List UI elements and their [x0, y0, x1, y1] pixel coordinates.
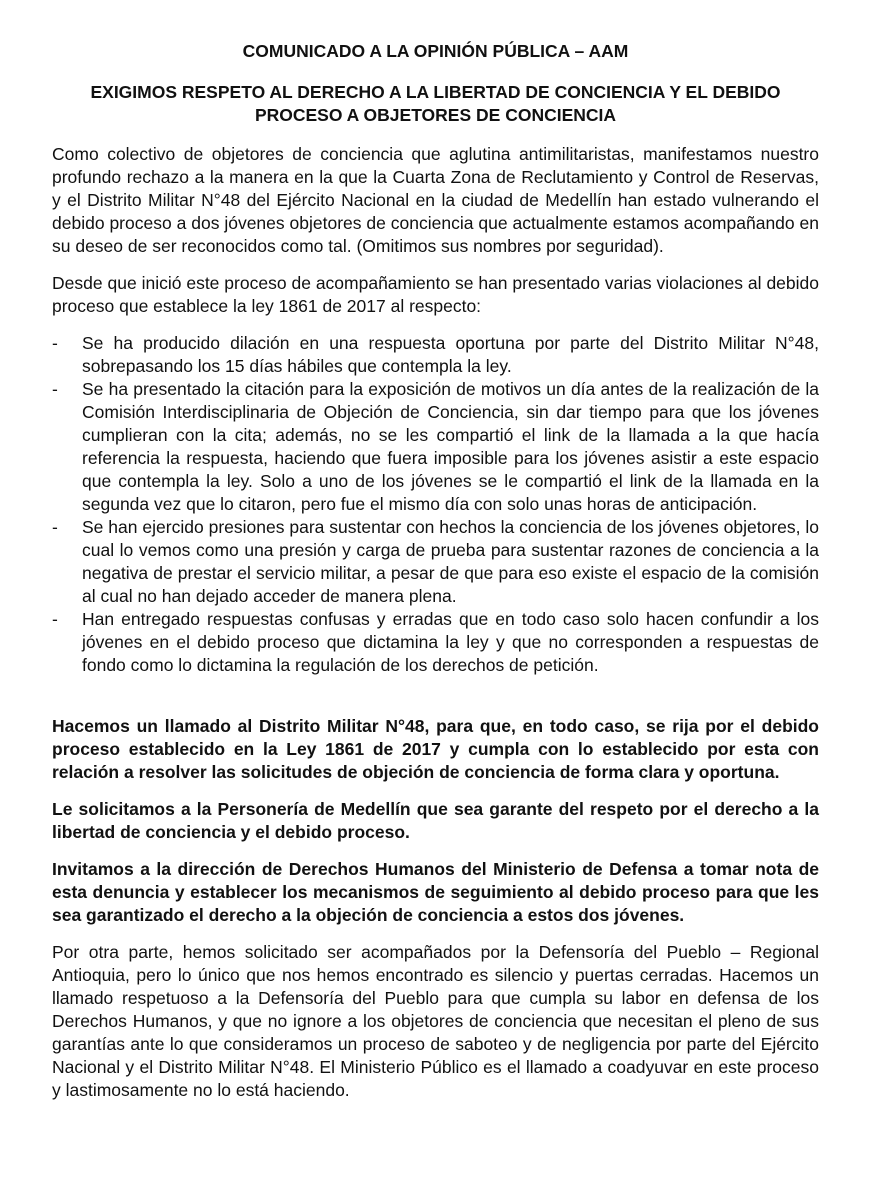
- bullet-dash: -: [52, 517, 58, 537]
- list-item: [52, 608, 819, 677]
- document-subtitle: EXIGIMOS RESPETO AL DERECHO A LA LIBERTAD DE CONCIENCIA Y EL DEBIDO PROCESO A OBJETORES DE CONCIENCIA: [90, 82, 781, 125]
- demand-military-district: Hacemos un llamado al Distrito Militar N°48, para que, en todo caso, se rija por el debido proceso establecido en la Ley 1861 de 2017 y cumpla con lo establecido por esta con relación a resolver las solicitudes de objeción de conciencia de forma clara y oportuna.: [52, 716, 819, 782]
- bullet-dash: -: [52, 379, 58, 399]
- list-item: [52, 516, 819, 608]
- document-title: COMUNICADO A LA OPINIÓN PÚBLICA – AAM: [242, 41, 629, 61]
- closing-paragraph: Por otra parte, hemos solicitado ser acompañados por la Defensoría del Pueblo – Regional Antioquia, pero lo único que nos hemos encontrado es silencio y puertas cerradas. Hacemos un llamado respetuoso a la Defensoría del Pueblo para que cumpla su labor en defensa de los Derechos Humanos, y que no ignore a los objetores de conciencia que necesitan el pleno de sus garantías ante lo que consideramos un proceso de saboteo y de negligencia por parte del Ejército Nacional y el Distrito Militar N°48. El Ministerio Público es el llamado a coadyuvar en este proceso y lastimosamente no lo está haciendo.: [52, 942, 819, 1100]
- demand-defense-ministry: Invitamos a la dirección de Derechos Humanos del Ministerio de Defensa a tomar nota de esta denuncia y establecer los mecanismos de seguimiento al debido proceso para que les sea garantizado el derecho a la objeción de conciencia a estos dos jóvenes.: [52, 859, 819, 925]
- violations-intro-paragraph: Desde que inició este proceso de acompañamiento se han presentado varias violaciones al debido proceso que establece la ley 1861 de 2017 al respecto:: [52, 273, 819, 316]
- list-item-text: Han entregado respuestas confusas y erradas que en todo caso solo hacen confundir a los jóvenes en el debido proceso que dictamina la ley y que no corresponden a respuestas de fondo como lo dictamina la regulación de los derechos de petición.: [82, 609, 819, 675]
- list-item-text: Se ha presentado la citación para la exposición de motivos un día antes de la realización de la Comisión Interdisciplinaria de Objeción de Conciencia, sin dar tiempo para que los jóvenes cumplieran con la cita; además, no se les compartió el link de la llamada a la que hacía referencia la respuesta, haciendo que fuera imposible para los jóvenes asistir a este espacio que contempla la ley. Solo a uno de los jóvenes se le compartió el link de la llamada en la segunda vez que lo citaron, pero fue el mismo día con solo unas horas de anticipación.: [82, 379, 819, 514]
- bullet-dash: -: [52, 609, 58, 629]
- bullet-dash: -: [52, 333, 58, 353]
- demand-personeria: Le solicitamos a la Personería de Medellín que sea garante del respeto por el derecho a la libertad de conciencia y el debido proceso.: [52, 799, 819, 842]
- list-item-text: Se han ejercido presiones para sustentar con hechos la conciencia de los jóvenes objetores, lo cual lo vemos como una presión y carga de prueba para sustentar razones de conciencia a la negativa de prestar el servicio militar, a pesar de que para eso existe el espacio de la comisión al cual no han dejado acceder de manera plena.: [82, 517, 819, 606]
- list-item: [52, 332, 819, 378]
- intro-paragraph: Como colectivo de objetores de conciencia que aglutina antimilitaristas, manifestamos nuestro profundo rechazo a la manera en la que la Cuarta Zona de Reclutamiento y Control de Reservas, y el Distrito Militar N°48 del Ejército Nacional en la ciudad de Medellín han estado vulnerando el debido proceso a dos jóvenes objetores de conciencia que actualmente estamos acompañando en su deseo de ser reconocidos como tal. (Omitimos sus nombres por seguridad).: [52, 144, 819, 256]
- list-item: [52, 378, 819, 516]
- list-item-text: Se ha producido dilación en una respuesta oportuna por parte del Distrito Militar N°48, sobrepasando los 15 días hábiles que contempla la ley.: [82, 333, 819, 376]
- violations-list: [52, 332, 819, 677]
